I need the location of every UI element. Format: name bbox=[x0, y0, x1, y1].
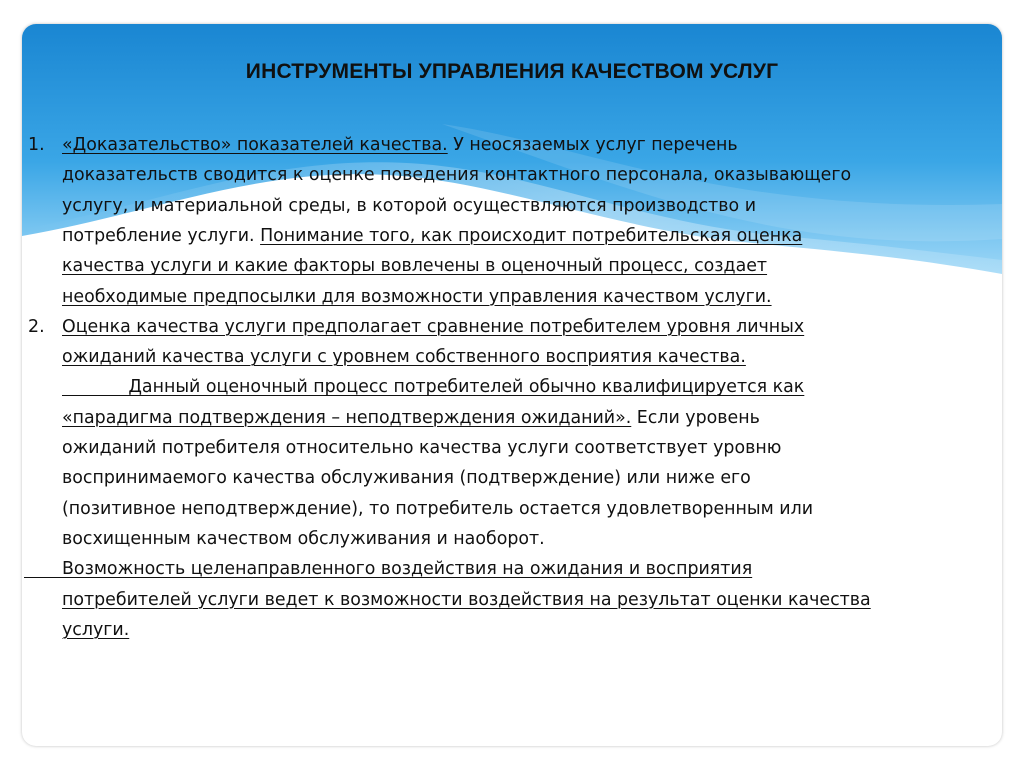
text-line bbox=[62, 615, 129, 645]
text-segment: доказательств сводится к оценке поведения контактного персонала, оказывающего bbox=[62, 165, 852, 186]
underlined-text: Понимание того, как происходит потребительская оценка bbox=[260, 225, 803, 246]
underlined-text: Оценка качества услуги предполагает сравнение потребителем уровня личных bbox=[62, 316, 805, 337]
text-segment: Если уровень bbox=[631, 407, 760, 428]
text-segment: воспринимаемого качества обслуживания (подтверждение) или ниже его bbox=[62, 468, 751, 489]
underlined-text: необходимые предпосылки для возможности управления качеством услуги. bbox=[62, 286, 772, 307]
underlined-text: услуги. bbox=[62, 619, 130, 640]
text-line bbox=[62, 342, 746, 372]
text-line bbox=[62, 282, 772, 312]
item-number: 1. bbox=[28, 135, 45, 155]
text-line bbox=[62, 372, 804, 402]
text-segment: ожиданий потребителя относительно качества услуги соответствует уровню bbox=[62, 438, 782, 458]
text-segment: восхищенным качеством обслуживания и наоборот. bbox=[62, 528, 545, 549]
page-title: ИНСТРУМЕНТЫ УПРАВЛЕНИЯ КАЧЕСТВОМ УСЛУГ bbox=[245, 60, 779, 83]
text-segment: услугу, и материальной среды, в которой осуществляются производство и bbox=[62, 195, 757, 216]
text-line bbox=[62, 221, 802, 251]
text-line bbox=[62, 251, 767, 281]
text-line bbox=[62, 554, 752, 584]
text-line bbox=[62, 585, 871, 615]
underlined-text: Данный оценочный процесс потребителей обычно квалифицируется как bbox=[62, 377, 805, 398]
text-line bbox=[62, 403, 760, 433]
text-line bbox=[62, 130, 738, 160]
text-line bbox=[62, 312, 804, 342]
underlined-text: качества услуги и какие факторы вовлечены в оценочный процесс, создает bbox=[62, 256, 768, 277]
underlined-text: ожиданий качества услуги с уровнем собственного восприятия качества. bbox=[62, 347, 746, 368]
text-line bbox=[62, 191, 756, 221]
text-line bbox=[62, 160, 851, 190]
text-segment: потребление услуги. bbox=[62, 225, 261, 246]
text-segment: (позитивное неподтверждение), то потребитель остается удовлетворенным или bbox=[62, 498, 813, 519]
underlined-text: «Доказательство» показателей качества. bbox=[62, 135, 448, 155]
text-line bbox=[62, 463, 751, 493]
underlined-text: Возможность целенаправленного воздействия на ожидания и восприятия bbox=[62, 559, 753, 580]
text-line bbox=[62, 494, 813, 524]
underlined-text: «парадигма подтверждения – неподтверждения ожиданий». bbox=[62, 407, 632, 428]
text-line bbox=[62, 433, 781, 463]
text-line bbox=[62, 524, 545, 554]
text-segment: У неосязаемых услуг перечень bbox=[447, 135, 738, 155]
underlined-text: потребителей услуги ведет к возможности воздействия на результат оценки качества bbox=[62, 589, 871, 610]
item-number: 2. bbox=[28, 316, 45, 337]
